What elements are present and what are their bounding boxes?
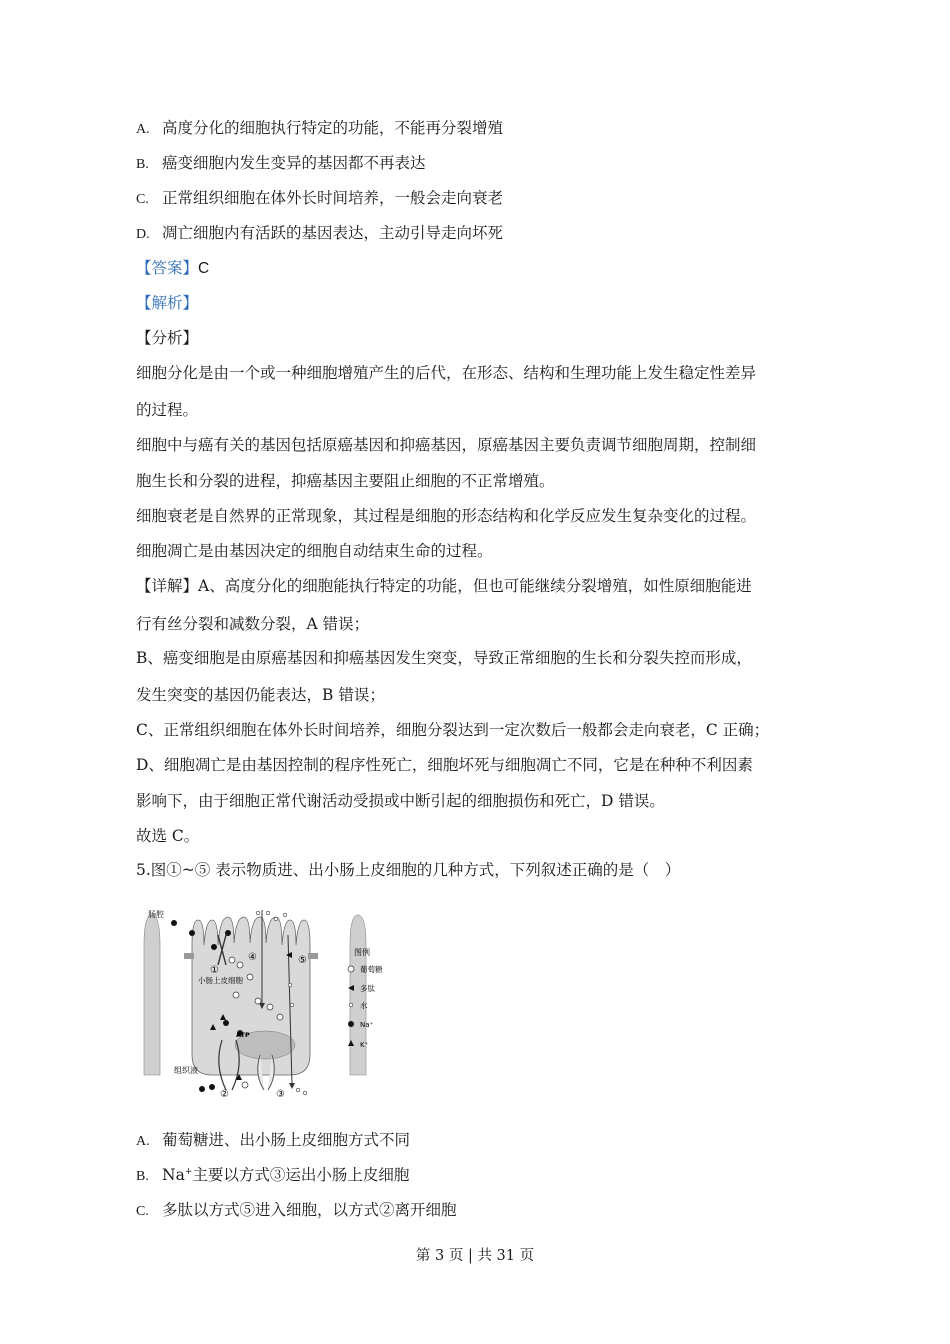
legend-glucose: 葡萄糖	[360, 965, 383, 974]
paragraph-line: C、正常组织细胞在体外长时间培养，细胞分裂达到一定次数后一般都会走向衰老，C 正确；	[136, 721, 770, 739]
option-b: B. 癌变细胞内发生变异的基因都不再表达	[136, 154, 426, 172]
paragraph-line: 胞生长和分裂的进程，抑癌基因主要阻止细胞的不正常增殖。	[136, 472, 555, 490]
paragraph-line: B、癌变细胞是由原癌基因和抑癌基因发生突变，导致正常细胞的生长和分裂失控而形成，	[136, 649, 752, 667]
num-5: ⑤	[298, 955, 307, 966]
paragraph-line: 的过程。	[136, 401, 199, 419]
option-c: C. 正常组织细胞在体外长时间培养，一般会走向衰老	[136, 189, 504, 207]
lumen-label: 肠腔	[148, 910, 164, 919]
legend-polypeptide: 多肽	[360, 984, 375, 993]
answer-label: 【答案】	[136, 259, 199, 277]
paragraph-line: 细胞衰老是自然界的正常现象，其过程是细胞的形态结构和化学反应发生复杂变化的过程。	[136, 507, 757, 525]
num-3: ③	[276, 1089, 285, 1100]
paragraph-line: 故选 C。	[136, 827, 200, 845]
paragraph-line: 【详解】A、高度分化的细胞能执行特定的功能，但也可能继续分裂增殖，如性原细胞能进	[136, 577, 752, 595]
paragraph-line: 细胞分化是由一个或一种细胞增殖产生的后代，在形态、结构和生理功能上发生稳定性差异	[136, 364, 757, 382]
page-footer: 第 3 页 | 共 31 页	[415, 1248, 535, 1264]
legend-water: 水	[360, 1001, 368, 1010]
option-a: A. 高度分化的细胞执行特定的功能，不能再分裂增殖	[136, 119, 504, 137]
num-1: ①	[210, 965, 219, 976]
option-d: D. 凋亡细胞内有活跃的基因表达，主动引导走向坏死	[136, 224, 504, 242]
atp-label: ATP	[236, 1031, 250, 1039]
paragraph-line: 影响下，由于细胞正常代谢活动受损或中断引起的细胞损伤和死亡，D 错误。	[136, 792, 665, 810]
num-4: ④	[248, 952, 257, 963]
cell-diagram	[140, 905, 400, 1100]
q5-option-b: B. Na+主要以方式③运出小肠上皮细胞	[136, 1166, 410, 1184]
question-5: 5.图①~⑤ 表示物质进、出小肠上皮细胞的几种方式，下列叙述正确的是（ ）	[136, 861, 681, 879]
paragraph-line: 发生突变的基因仍能表达，B 错误；	[136, 686, 385, 704]
paragraph-line: 细胞中与癌有关的基因包括原癌基因和抑癌基因，原癌基因主要负责调节细胞周期，控制细	[136, 436, 757, 454]
tissue-label: 组织液	[174, 1066, 198, 1075]
q5-option-a: A. 葡萄糖进、出小肠上皮细胞方式不同	[136, 1131, 411, 1149]
legend-title: 图例	[354, 948, 370, 957]
paragraph-line: 细胞凋亡是由基因决定的细胞自动结束生命的过程。	[136, 542, 493, 560]
paragraph-line: 行有丝分裂和减数分裂，A 错误；	[136, 615, 370, 633]
answer-value: C	[198, 260, 210, 277]
fenxi-label: 【分析】	[136, 329, 199, 347]
num-2: ②	[220, 1089, 229, 1100]
analysis-label: 【解析】	[136, 294, 199, 312]
answer-line	[136, 258, 209, 279]
paragraph-line: D、细胞凋亡是由基因控制的程序性死亡，细胞坏死与细胞凋亡不同，它是在种种不利因素	[136, 756, 753, 774]
q5-option-c: C. 多肽以方式⑤进入细胞，以方式②离开细胞	[136, 1201, 457, 1219]
legend-na: Na⁺	[360, 1021, 374, 1029]
legend-k: K⁺	[360, 1041, 369, 1049]
transport-figure	[140, 905, 400, 1100]
cell-label: 小肠上皮细胞	[198, 976, 243, 985]
